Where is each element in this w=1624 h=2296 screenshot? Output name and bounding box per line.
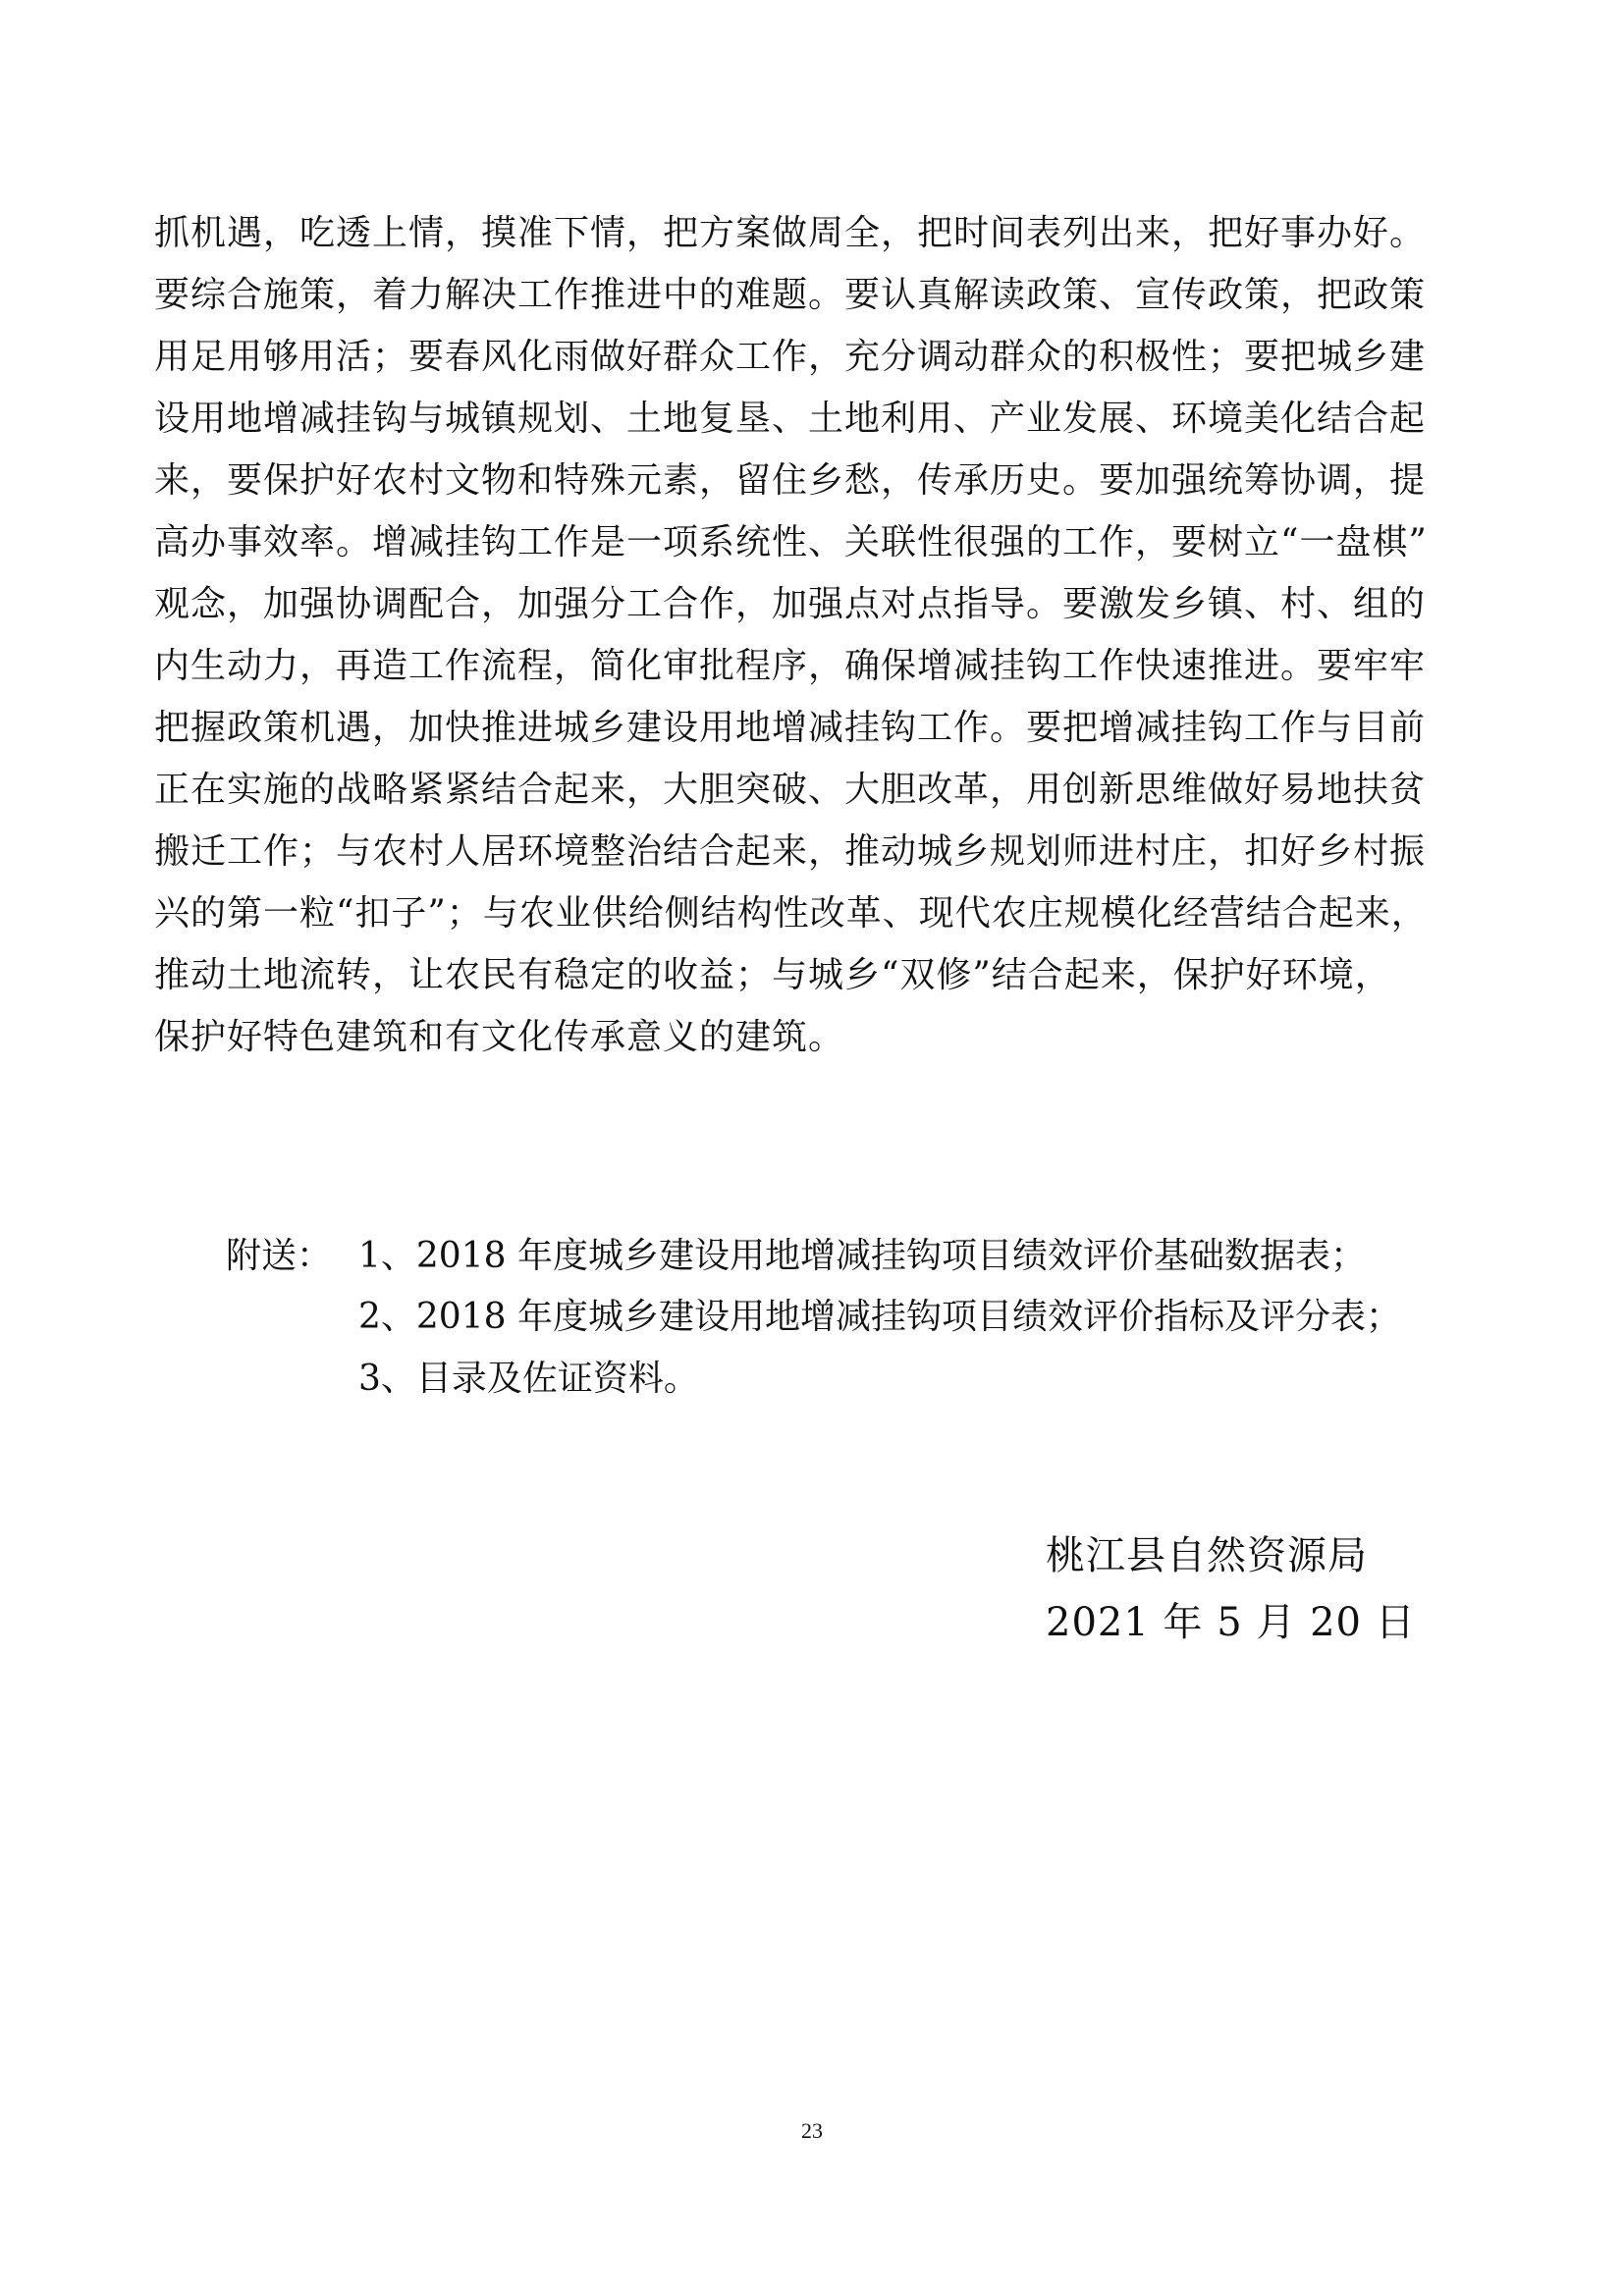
attachment-item: 1、2018 年度城乡建设用地增减挂钩项目绩效评价基础数据表； — [358, 1236, 1366, 1276]
body-line: 兴的第一粒“扣子”；与农业供给侧结构性改革、现代农庄规模化经营结合起来， — [154, 893, 1428, 934]
body-line: 设用地增减挂钩与城镇规划、土地复垦、土地利用、产业发展、环境美化结合起 — [154, 399, 1427, 439]
body-line: 搬迁工作；与农村人居环境整治结合起来，推动城乡规划师进村庄，扣好乡村振 — [154, 831, 1427, 872]
body-line: 来，要保护好农村文物和特殊元素，留住乡愁，传承历史。要加强统筹协调，提 — [154, 460, 1427, 501]
body-line: 内生动力，再造工作流程，简化审批程序，确保增减挂钩工作快速推进。要牢牢 — [154, 646, 1427, 686]
body-line: 高办事效率。增减挂钩工作是一项系统性、关联性很强的工作，要树立“一盘棋” — [154, 522, 1428, 562]
page-number: 23 — [801, 2118, 823, 2143]
signature-org: 桃江县自然资源局 — [1046, 1533, 1368, 1578]
attachment-item: 2、2018 年度城乡建设用地增减挂钩项目绩效评价指标及评分表； — [358, 1297, 1401, 1337]
signature-date: 2021 年 5 月 20 日 — [1046, 1600, 1416, 1645]
attachments-label: 附送： — [226, 1236, 333, 1276]
body-line: 用足用够用活；要春风化雨做好群众工作，充分调动群众的积极性；要把城乡建 — [154, 337, 1427, 377]
body-line: 保护好特色建筑和有文化传承意义的建筑。 — [154, 1017, 845, 1057]
attachment-item: 3、目录及佐证资料。 — [358, 1359, 699, 1399]
body-line: 抓机遇，吃透上情，摸准下情，把方案做周全，把时间表列出来，把好事办好。 — [154, 213, 1427, 253]
body-line: 把握政策机遇，加快推进城乡建设用地增减挂钩工作。要把增减挂钩工作与目前 — [154, 708, 1427, 748]
body-line: 观念，加强协调配合，加强分工合作，加强点对点指导。要激发乡镇、村、组的 — [154, 584, 1427, 624]
body-line: 正在实施的战略紧紧结合起来，大胆突破、大胆改革，用创新思维做好易地扶贫 — [154, 770, 1427, 810]
body-line: 推动土地流转，让农民有稳定的收益；与城乡“双修”结合起来，保护好环境， — [154, 955, 1391, 995]
body-line: 要综合施策，着力解决工作推进中的难题。要认真解读政策、宣传政策，把政策 — [154, 275, 1427, 315]
